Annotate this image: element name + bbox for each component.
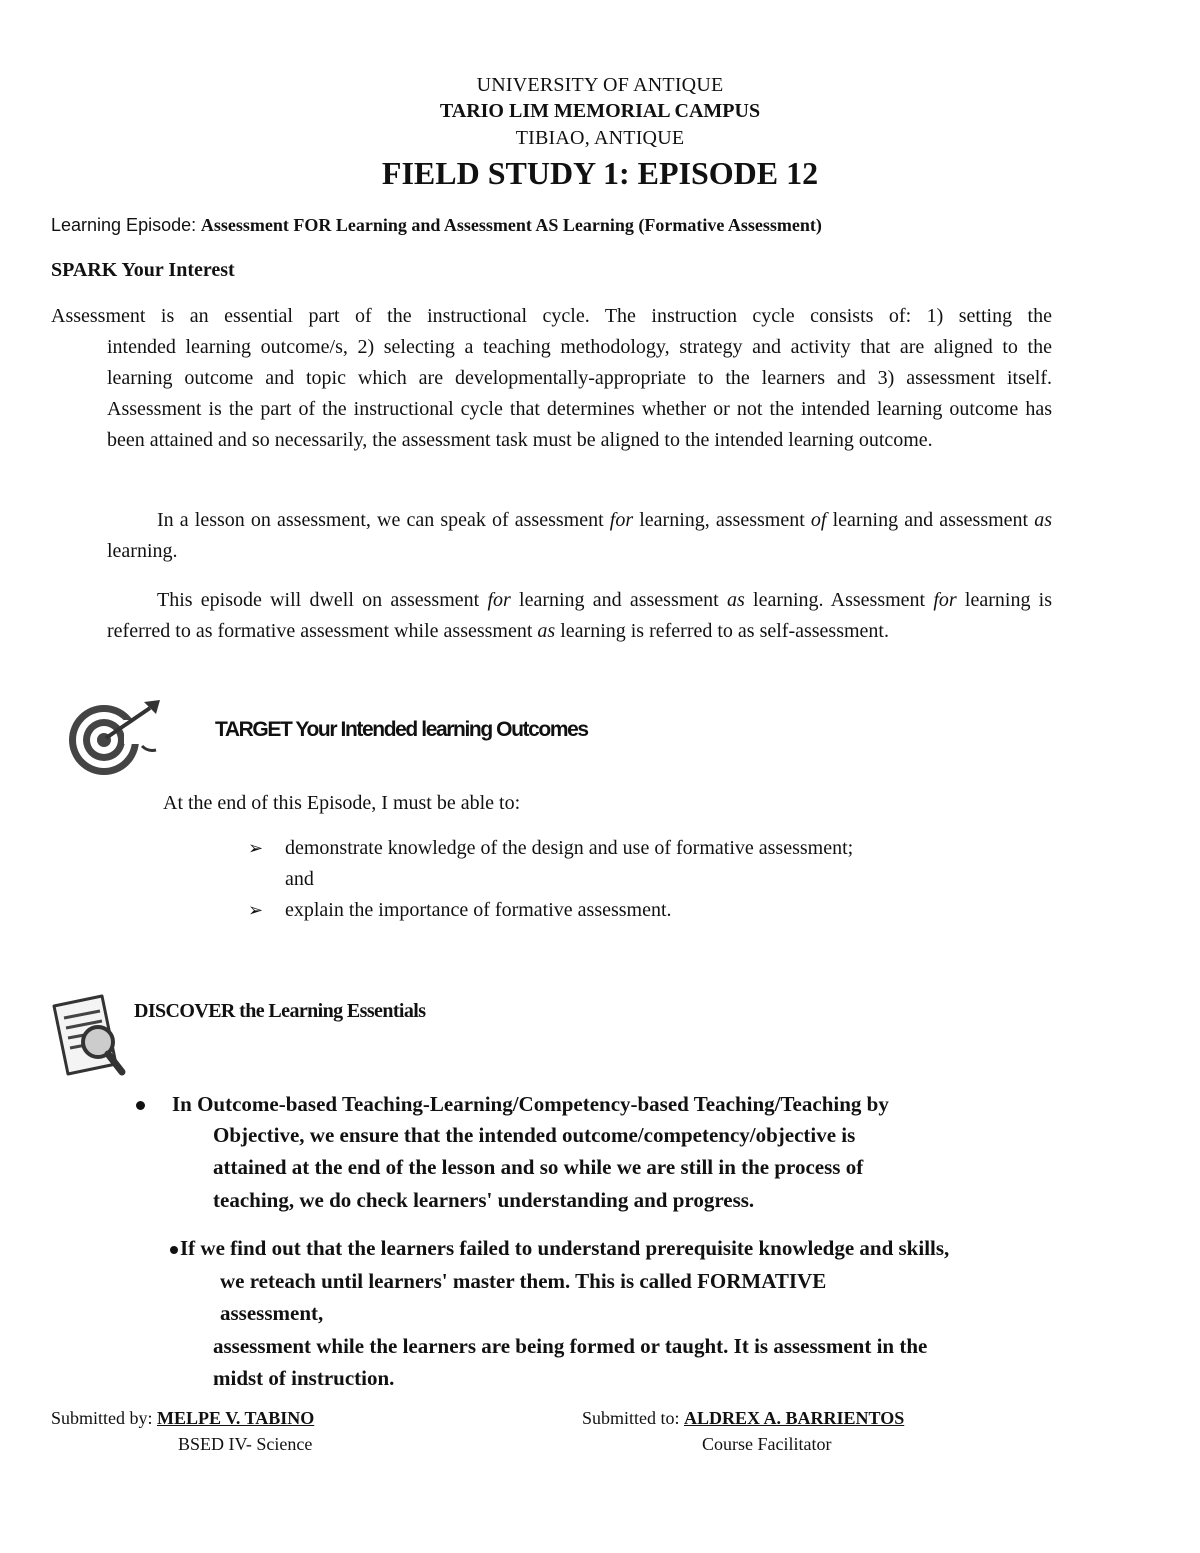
target-item-1-continued: and	[285, 868, 314, 890]
submitted-to-name: ALDREX A. BARRIENTOS	[684, 1408, 905, 1428]
target-intro: At the end of this Episode, I must be able to:	[163, 792, 521, 814]
learning-episode-label: Learning Episode:	[51, 215, 197, 235]
submitted-by-role: BSED IV- Science	[178, 1434, 313, 1454]
discover-bullet-1-line-3: attained at the end of the lesson and so while we are still in the process of	[213, 1155, 864, 1179]
target-icon	[64, 698, 164, 778]
p3-italic-as: as	[726, 589, 745, 611]
spark-paragraph-rest: intended learning outcome/s, 2) selecting a teaching methodology, strategy and activity that are aligned to the learning outcome and topic which are developmentally-appropriate to the learners and 3) assessment itself. Assessment is the part of the instructional cycle that determines whether or not the intended learning outcome has been attained and so necessarily, the assessment task must be aligned to the intended learning outcome.	[107, 336, 1052, 451]
campus-location: TIBIAO, ANTIQUE	[515, 127, 685, 149]
submitted-by-name: MELPE V. TABINO	[157, 1408, 315, 1428]
discover-bullet-2-line-4-b: is assessment in the	[748, 1334, 928, 1358]
discover-bullet-2-line-4	[213, 1334, 927, 1359]
target-heading: TARGET Your Intended learning Outcomes	[215, 718, 588, 741]
target-item-1: demonstrate knowledge of the design and use of formative assessment;	[285, 837, 854, 859]
target-item-2: explain the importance of formative assessment.	[285, 899, 672, 921]
p3-text-c: learning. Assessment	[744, 589, 934, 611]
submitted-to-role: Course Facilitator	[702, 1434, 832, 1454]
p2-text-c: learning and assessment	[826, 509, 1035, 531]
spark-paragraph-first-line: Assessment is an essential part of the instructional cycle. The instruction cycle consists of: 1) setting the	[51, 305, 1052, 327]
p2-text-a: In a lesson on assessment, we can speak of assessment	[157, 509, 610, 531]
university-name: UNIVERSITY OF ANTIQUE	[476, 74, 724, 96]
discover-bullet-1-line-2: Objective, we ensure that the intended outcome/competency/objective is	[213, 1123, 856, 1147]
discover-heading: DISCOVER the Learning Essentials	[134, 1000, 426, 1022]
submitted-by-label: Submitted by:	[51, 1408, 153, 1428]
p3-text-e: learning is referred to as self-assessment.	[555, 620, 889, 642]
submitted-to-label: Submitted to:	[582, 1408, 680, 1428]
p3-text-d: learning is referred to as formative assessment while assessment	[107, 589, 1053, 642]
p3-italic-as-2: as	[537, 620, 556, 642]
p2-italic-of: of	[810, 509, 827, 531]
campus-name: TARIO LIM MEMORIAL CAMPUS	[439, 100, 761, 122]
p2-italic-for: for	[609, 509, 634, 531]
discover-bullet-2-line-2: we reteach until learners' master them. This is called FORMATIVE	[220, 1269, 827, 1293]
learning-episode-line	[51, 215, 822, 237]
arrow-bullet-icon: ➢	[248, 900, 264, 921]
p2-text-b: learning, assessment	[633, 509, 811, 531]
submitted-by	[51, 1408, 314, 1429]
page-title: FIELD STUDY 1: EPISODE 12	[381, 155, 819, 191]
discover-bullet-2-line-4-a: assessment while the learners are being formed or taught. It	[213, 1334, 749, 1358]
discover-bullet-1-line-4: teaching, we do check learners' understanding and progress.	[213, 1188, 755, 1212]
arrow-bullet-icon: ➢	[248, 838, 264, 859]
discover-bullet-2-line-5: midst of instruction.	[213, 1366, 395, 1390]
p3-italic-for-2: for	[933, 589, 957, 611]
bullet-icon	[136, 1101, 145, 1110]
discover-bullet-1-line-1: In Outcome-based Teaching-Learning/Competency-based Teaching/Teaching by	[172, 1092, 889, 1116]
p3-italic-for: for	[487, 589, 511, 611]
discover-bullet-2-line-1: If we find out that the learners failed to understand prerequisite knowledge and skills,	[180, 1236, 950, 1260]
submitted-to	[582, 1408, 904, 1429]
spark-paragraph-3	[107, 585, 1052, 647]
p3-text-b: learning and assessment	[510, 589, 727, 611]
learning-episode-value: Assessment FOR Learning and Assessment AS Learning (Formative Assessment)	[200, 215, 822, 235]
spark-heading: SPARK Your Interest	[51, 259, 235, 281]
target-list-item	[248, 900, 263, 921]
p2-italic-as: as	[1034, 509, 1053, 531]
spark-paragraph-2	[107, 505, 1052, 567]
document-magnifier-icon	[50, 992, 132, 1078]
bullet-icon	[170, 1246, 178, 1254]
p2-text-d: learning.	[107, 540, 178, 562]
p3-text-a: This episode will dwell on assessment	[157, 589, 488, 611]
target-list-item	[248, 838, 263, 859]
discover-bullet-2-line-3: assessment,	[220, 1301, 324, 1325]
